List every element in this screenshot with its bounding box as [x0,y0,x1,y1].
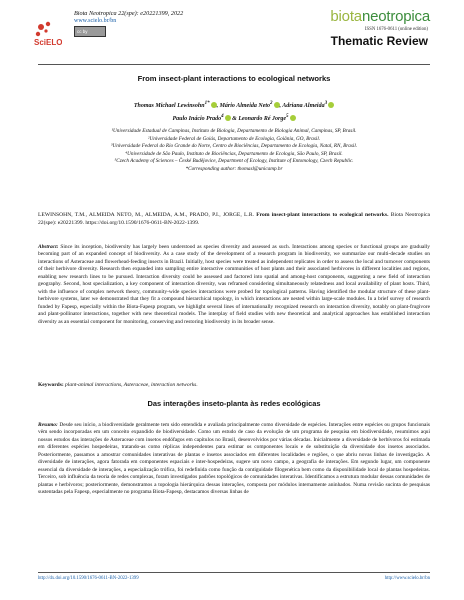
cc-license-label: cc by [77,28,88,34]
orcid-icon[interactable] [290,115,296,121]
citation-authors: LEWINSOHN, T.M., ALMEIDA NETO, M., ALMEIDA, A.M., PRADO, P.I., JORGE, L.R. [38,212,257,218]
author-name: , Mário Almeida Neto [216,103,271,109]
scielo-logo-icon [32,18,62,48]
author-sup: 5 [286,114,289,119]
abstract-label: Abstract: [38,244,59,250]
how-to-cite [38,212,430,228]
orcid-icon[interactable] [328,102,334,108]
affiliation-line: ¹Universidade Estadual de Campinas, Instituto de Biologia, Departamento de Biologia Animal, Campinas, SP, Brasil. [111,128,357,134]
citation-title: From insect-plant interactions to ecological networks. [256,212,389,218]
keywords-label: Keywords: [38,382,64,388]
footer-doi-link[interactable]: http://dx.doi.org/10.1590/1676-0611-BN-2022-1399 [38,576,139,581]
authors-line-1 [38,101,430,109]
article-title-pt: Das interações inseto-planta às redes ecológicas [147,399,321,408]
brand-part1: biota [330,8,362,25]
page-header [34,8,430,66]
journal-citation: Biota Neotropica 22(spe): e20221399, 2022 [74,10,184,17]
author-name: & Leonardo Ré Jorge [230,116,286,122]
author-name: , Adriana Almeida [279,103,325,109]
author-sup: 4 [221,114,224,119]
keywords-text: plant-animal interactions, Asteraceae, interaction networks. [63,382,198,388]
authors-line-2 [38,114,430,122]
resumo-text: Desde seu início, a biodiversidade geralmente tem sido entendida e avaliada principalmente como diversidade de espécies. Interações entre espécies ou grupos funcionais vêm sendo incorporadas em um conceito expandido de biodiversidade. Como um estudo de caso da evolução de um programa de pesquisa em biodiversidade, resumimos aqui nossos estudos das interações de Asteraceae com insetos endófagos em capítulos no Brasil, desenvolvidos por várias décadas. Inicialmente a diversidade de herbívoros foi estimada em diferentes espécies hospedeiras, tratando-as como réplicas independentes para estimar os componentes locais e de substituição da diversidade dos insetos associados. Posteriormente, passamos a amostrar comunidades interativas de plantas e insetos associados em diferentes localidades e regiões, o que abriu novas linhas de investigação. A diversidade de interações, agora fatorada em componentes espaciais e inter-hospedeiras, sugere um novo campo, a geografia de interações. Em segundo lugar, um componente essencial da diversidade de interações, a especialização trófica, foi redefinida como função da contiguidade filogenética bem como da disponibilidade local de plantas hospedeiras. Terceiro, sob influência da teoria de redes complexas, foram investigados padrões topológicos de comunidades interativas. Identificamos a estrutura modular dessas comunidades de plantas e herbívoros; posteriormente, demonstramos a topologia hierárquica dessas interações, composta por módulos internamente aninhados. Numa revisão sucinta de pesquisas sustentadas pela Fapesp, especialmente no programa Biota-Fapesp, destacamos diversas linhas de [38,422,430,496]
section-label: Thematic Review [330,34,428,48]
cc-license-badge[interactable] [74,26,106,37]
author-name: Thomas Michael Lewinsohn [133,103,205,109]
affiliations [38,128,430,174]
header-divider [38,64,430,65]
resumo-label: Resumo: [38,422,58,428]
issn-line: ISSN 1676-0611 (online edition) [364,27,428,32]
affiliation-line: ⁴Universidade de São Paulo, Instituto de Biociências, Departamento de Ecologia, São Paulo, SP, Brasil. [125,150,343,157]
journal-url-link[interactable]: www.scielo.br/bn [74,18,117,24]
footer-url-link[interactable]: http://www.scielo.br/bn [384,576,430,581]
keywords [38,382,430,388]
abstract-en [38,244,430,326]
author-sup: 3 [324,101,328,106]
author-sup: 2 [270,101,273,106]
biota-neotropica-logo [330,8,430,25]
footer-divider [38,572,430,573]
citation-source[interactable]: Biota Neotropica 22(spe): e20221399. https://doi.org/10.1590/1676-0611-BN-2022-1399. [38,212,431,226]
author-name: Paulo Inácio Prado [172,116,222,122]
svg-text:SciELO: SciELO [34,38,62,47]
resumo-pt [38,422,430,497]
abstract-text: Since its inception, biodiversity has largely been understood as species diversity and assessed as such. Interactions among species or functional groups are gradually becoming part of an expanded concept of biodiversity. As a case study of the development of a research program in biodiversity, we summarize our multi-decade studies on interactions of Asteraceae and flowerhead-feeding insects in Brazil. Initially, host species were treated as independent replicates in order to assess the local and turnover components of their herbivore diversity. Research then expanded into sampling entire interactive communities of host plants and their associated herbivores in different localities and regions, enabling new research lines to be pursued. Interaction diversity could be assessed and factored into spatial and among-host components, suggesting a new field of interaction geography. Second, host specialization, a key component of interaction diversity, was reframed considering simultaneously relatedness and local availability of plant hosts. Third, with the influence of complex network theory, community-wide species interactions were probed for topological patterns. Having identified the modular structure of these plant-herbivore systems, later we demonstrated that they fit a compound hierarchical topology, in which interactions are nested within large-scale modules. In a brief survey of research funded by Fapesp, especially within the Biota-Fapesp program, we highlight several lines of internationally recognized research on interaction diversity, notably on plant-frugivore and plant-pollinator interactions, together with new theoretical models. The interplay of field studies with new theoretical and analytical approaches has established interaction diversity as an essential component for monitoring, conserving and restoring biodiversity in its broader sense. [38,244,430,325]
affiliation-line: ²Universidade Federal de Goiás, Departamento de Ecologia, Goiânia, GO, Brasil. [147,135,321,142]
article-title-en: From insect-plant interactions to ecological networks [137,74,331,83]
affiliation-line: ³Universidade Federal do Rio Grande do Norte, Centro de Biociências, Departamento de Ecologia, Natal, RN, Brasil. [110,143,358,150]
brand-part2: neotropica [361,8,430,25]
author-sup: 1* [204,101,210,106]
corresponding-author: *Corresponding author: thomasl@unicamp.br [185,165,283,172]
affiliation-line: ⁵Czech Academy of Sciences – České Budějovice, Department of Ecology, Institute of Entomology, Czech Republic. [114,158,354,165]
